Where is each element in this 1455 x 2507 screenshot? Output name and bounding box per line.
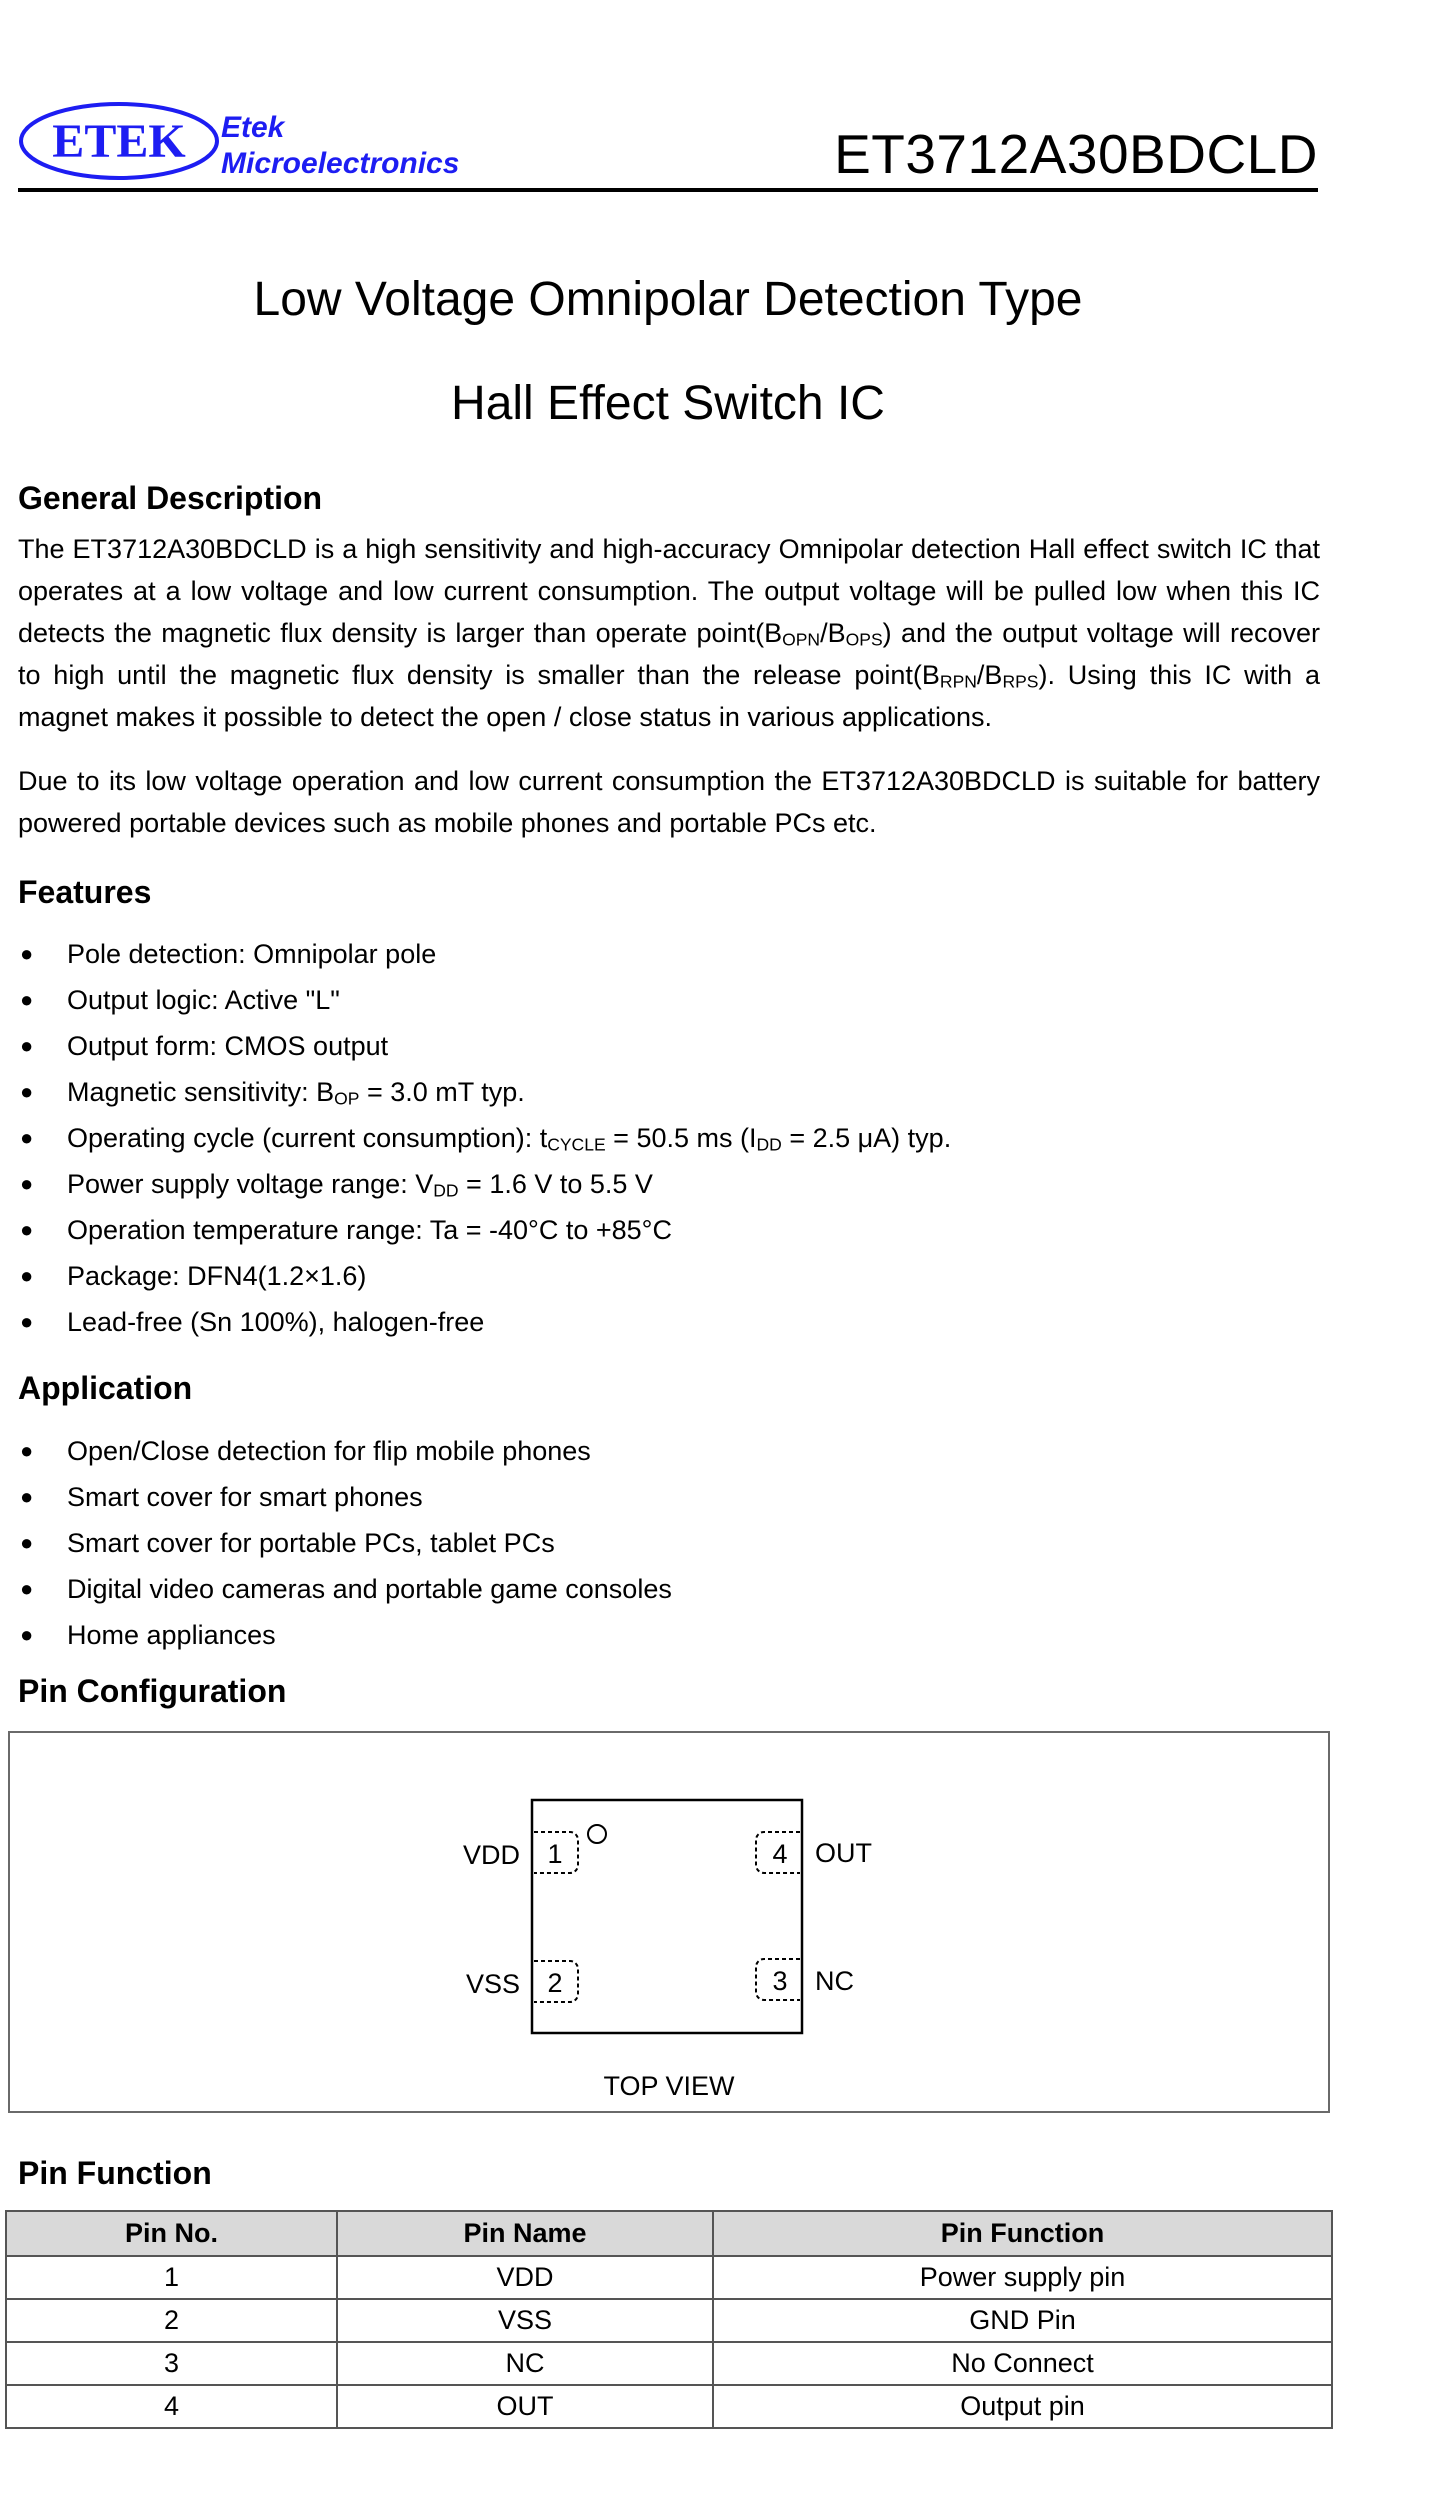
bullet-icon: ● xyxy=(20,1263,34,1288)
feature-text: Lead-free (Sn 100%), halogen-free xyxy=(67,1307,485,1337)
brand-line-2: Microelectronics xyxy=(221,147,460,180)
bullet-icon: ● xyxy=(20,1125,34,1150)
table-cell: Output pin xyxy=(713,2385,1332,2428)
bullet-icon: ● xyxy=(20,1530,34,1555)
bullet-icon: ● xyxy=(20,1309,34,1334)
feature-text: Magnetic sensitivity: B xyxy=(67,1077,335,1107)
pin-function-heading: Pin Function xyxy=(18,2155,212,2191)
bullet-icon: ● xyxy=(20,1171,34,1196)
table-row xyxy=(6,2299,1332,2342)
features-list xyxy=(18,931,951,1345)
pin-name-out: OUT xyxy=(815,1838,872,1868)
table-cell: 1 xyxy=(6,2256,337,2299)
table-cell: Power supply pin xyxy=(713,2256,1332,2299)
feature-text: Operating cycle (current consumption): t xyxy=(67,1123,548,1153)
feature-item xyxy=(18,1253,951,1299)
table-cell: VDD xyxy=(337,2256,713,2299)
feature-sub: OP xyxy=(334,1088,360,1109)
features-heading: Features xyxy=(18,874,152,910)
document-title-line-2: Hall Effect Switch IC xyxy=(451,377,885,430)
general-description-heading: General Description xyxy=(18,480,323,516)
brand-line-1: Etek xyxy=(221,111,285,144)
p1-text-5: ). Using this IC with a magnet makes it possible to detect the open / close status in various applications. xyxy=(18,660,1321,732)
feature-item xyxy=(18,1161,951,1207)
p1-text-1: The ET3712A30BDCLD is a high sensitivity and high-accuracy Omnipolar detection Hall effect switch IC that operates at a low voltage and low current consumption. The output voltage will be pulled low when this IC detects the magnetic flux density is larger than operate point(B xyxy=(18,534,1320,648)
table-cell: No Connect xyxy=(713,2342,1332,2385)
application-item xyxy=(18,1520,672,1566)
bullet-icon: ● xyxy=(20,1622,34,1647)
bullet-icon: ● xyxy=(20,987,34,1012)
table-cell: VSS xyxy=(337,2299,713,2342)
application-text: Digital video cameras and portable game consoles xyxy=(67,1574,672,1604)
column-header-pin-no: Pin No. xyxy=(6,2211,337,2256)
application-heading: Application xyxy=(18,1370,193,1406)
feature-text: Pole detection: Omnipolar pole xyxy=(67,939,437,969)
p1-sub-rpn: RPN xyxy=(939,671,977,692)
pin-name-nc: NC xyxy=(815,1966,854,1996)
feature-item xyxy=(18,977,951,1023)
feature-text: = 50.5 ms (I xyxy=(605,1123,757,1153)
application-item xyxy=(18,1428,672,1474)
table-row xyxy=(6,2385,1332,2428)
document-title-line-1: Low Voltage Omnipolar Detection Type xyxy=(253,273,1083,326)
application-text: Smart cover for portable PCs, tablet PCs xyxy=(67,1528,555,1558)
feature-sub: DD xyxy=(433,1180,459,1201)
chip-body xyxy=(532,1800,802,2033)
feature-item xyxy=(18,931,951,977)
table-row xyxy=(6,2256,1332,2299)
table-header-row xyxy=(6,2211,1332,2256)
table-cell: 2 xyxy=(6,2299,337,2342)
application-list xyxy=(18,1428,672,1658)
feature-item xyxy=(18,1207,951,1253)
application-text: Smart cover for smart phones xyxy=(67,1482,423,1512)
p1-text-3: ) and the output voltage will recover to high until the magnetic flux density is smaller than the release point(B xyxy=(18,618,1320,690)
pin-configuration-heading: Pin Configuration xyxy=(18,1673,287,1709)
feature-text: Package: DFN4(1.2×1.6) xyxy=(67,1261,367,1291)
pad-4-number: 4 xyxy=(772,1839,788,1869)
p1-sub-rps: RPS xyxy=(1002,671,1039,692)
bullet-icon: ● xyxy=(20,1438,34,1463)
feature-text: Operation temperature range: Ta = -40°C to +85°C xyxy=(67,1215,672,1245)
feature-item xyxy=(18,1115,951,1161)
application-item xyxy=(18,1474,672,1520)
brand-name xyxy=(221,110,459,182)
feature-sub: CYCLE xyxy=(547,1134,606,1155)
pin-name-vss: VSS xyxy=(465,1969,520,1999)
table-cell: 3 xyxy=(6,2342,337,2385)
p1-sub-ops: OPS xyxy=(845,629,883,650)
pin-configuration-figure xyxy=(8,1731,1330,2113)
table-cell: 4 xyxy=(6,2385,337,2428)
application-text: Home appliances xyxy=(67,1620,276,1650)
p1-text-4: /B xyxy=(976,660,1003,690)
feature-text: = 2.5 μA) typ. xyxy=(781,1123,952,1153)
bullet-icon: ● xyxy=(20,1576,34,1601)
column-header-pin-name: Pin Name xyxy=(337,2211,713,2256)
svg-text:ETEK: ETEK xyxy=(52,115,186,168)
feature-sub: DD xyxy=(756,1134,782,1155)
header-rule xyxy=(18,188,1318,192)
pad-3-number: 3 xyxy=(772,1966,788,1996)
bullet-icon: ● xyxy=(20,1079,34,1104)
column-header-pin-function: Pin Function xyxy=(713,2211,1332,2256)
table-cell: NC xyxy=(337,2342,713,2385)
feature-item xyxy=(18,1069,951,1115)
pad-2-number: 2 xyxy=(547,1968,563,1998)
pad-1-number: 1 xyxy=(547,1839,563,1869)
bullet-icon: ● xyxy=(20,1033,34,1058)
p1-text-2: /B xyxy=(820,618,846,648)
package-diagram xyxy=(10,1733,1328,2111)
general-description-paragraph-2: Due to its low voltage operation and low current consumption the ET3712A30BDCLD is suitable for battery powered portable devices such as mobile phones and portable PCs etc. xyxy=(18,766,1320,838)
bullet-icon: ● xyxy=(20,941,34,966)
table-cell: OUT xyxy=(337,2385,713,2428)
pin-function-table xyxy=(5,2210,1333,2429)
feature-text: Power supply voltage range: V xyxy=(67,1169,434,1199)
p1-sub-opn: OPN xyxy=(782,629,821,650)
table-row xyxy=(6,2342,1332,2385)
pin1-marker-icon xyxy=(588,1825,606,1843)
feature-text: Output logic: Active "L" xyxy=(67,985,340,1015)
application-item xyxy=(18,1566,672,1612)
feature-text: = 1.6 V to 5.5 V xyxy=(458,1169,653,1199)
feature-item xyxy=(18,1023,951,1069)
feature-text: Output form: CMOS output xyxy=(67,1031,389,1061)
top-view-label: TOP VIEW xyxy=(603,2071,735,2101)
table-cell: GND Pin xyxy=(713,2299,1332,2342)
feature-item xyxy=(18,1299,951,1345)
application-item xyxy=(18,1612,672,1658)
feature-text: = 3.0 mT typ. xyxy=(359,1077,525,1107)
general-description-paragraph-1 xyxy=(18,528,1320,738)
bullet-icon: ● xyxy=(20,1217,34,1242)
pin-name-vdd: VDD xyxy=(462,1840,520,1870)
part-number: ET3712A30BDCLD xyxy=(834,123,1318,185)
bullet-icon: ● xyxy=(20,1484,34,1509)
application-text: Open/Close detection for flip mobile phones xyxy=(67,1436,591,1466)
etek-logo xyxy=(18,100,220,182)
